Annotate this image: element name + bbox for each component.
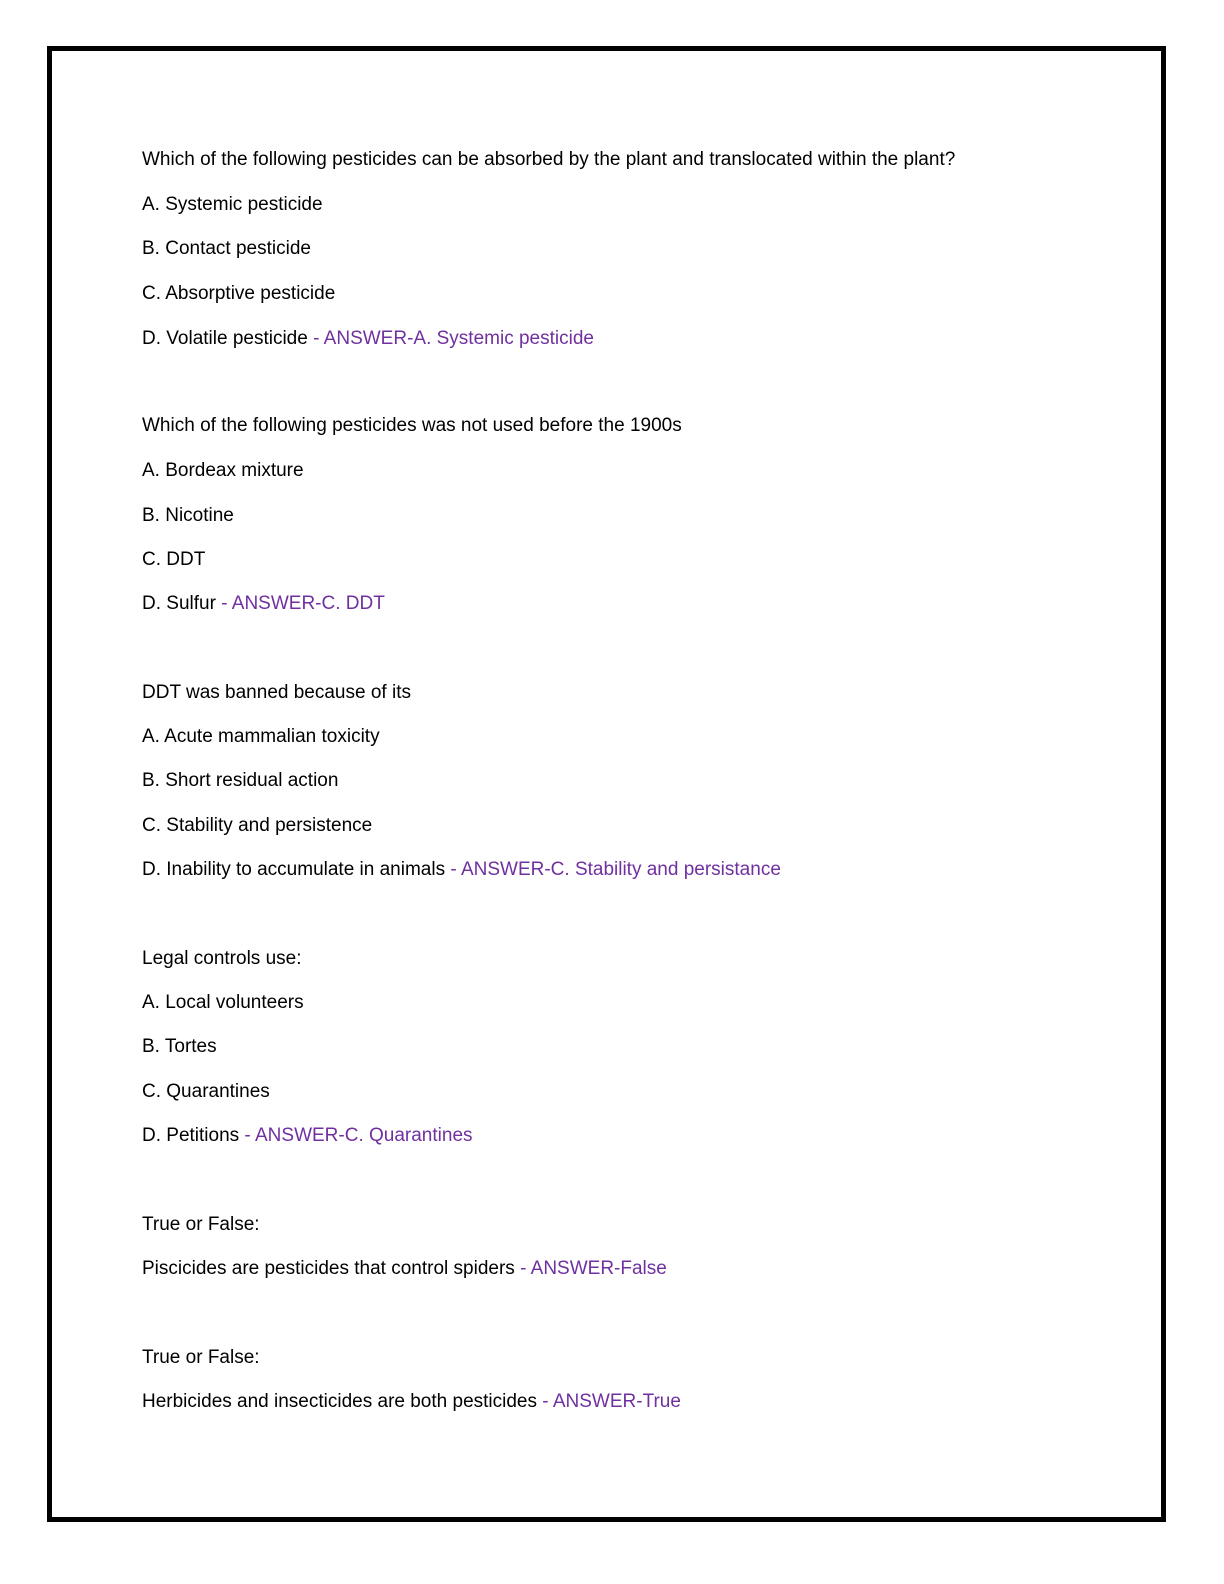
option-a: A. Systemic pesticide [142,194,323,215]
option-a: A. Acute mammalian toxicity [142,726,380,747]
answer-separator: - [239,1125,255,1146]
option-b: B. Tortes [142,1036,217,1057]
answer-separator: - [445,859,461,880]
option-c: C. Absorptive pesticide [142,283,336,304]
answer-separator: - [215,593,232,614]
option-a: A. Local volunteers [142,992,304,1013]
statement-with-answer [142,1390,681,1414]
question-text: Which of the following pesticides can be absorbed by the plant and translocated within the plant? [142,149,956,170]
statement-with-answer [142,1257,667,1281]
answer-text: ANSWER-False [530,1258,667,1279]
answer-text: ANSWER-True [552,1391,681,1412]
option-d: D. Volatile pesticide [142,328,308,349]
question-text: Legal controls use: [142,948,302,969]
answer-separator: - [514,1258,531,1279]
option-d: D. Petitions [142,1125,240,1146]
option-c: C. Stability and persistence [142,815,373,836]
statement-text: Piscicides are pesticides that control spiders [142,1258,515,1279]
question-text: Which of the following pesticides was not used before the 1900s [142,415,682,436]
answer-text: ANSWER-A. Systemic pesticide [323,328,594,349]
option-d-with-answer [142,858,781,882]
answer-separator: - [307,328,324,349]
option-c: C. Quarantines [142,1081,270,1102]
option-d-with-answer [142,327,594,351]
option-b: B. Short residual action [142,770,339,791]
option-d: D. Sulfur [142,593,216,614]
option-d: D. Inability to accumulate in animals [142,859,446,880]
option-a: A. Bordeax mixture [142,460,304,481]
question-text: DDT was banned because of its [142,682,411,703]
option-b: B. Contact pesticide [142,238,311,259]
answer-separator: - [537,1391,553,1412]
option-d-with-answer [142,1124,473,1148]
question-text: True or False: [142,1347,260,1368]
option-d-with-answer [142,592,385,616]
option-c: C. DDT [142,549,206,570]
answer-text: ANSWER-C. Stability and persistance [460,859,781,880]
answer-text: ANSWER-C. DDT [231,593,385,614]
answer-text: ANSWER-C. Quarantines [255,1125,473,1146]
statement-text: Herbicides and insecticides are both pesticides [142,1391,537,1412]
option-b: B. Nicotine [142,505,234,526]
question-text: True or False: [142,1214,260,1235]
